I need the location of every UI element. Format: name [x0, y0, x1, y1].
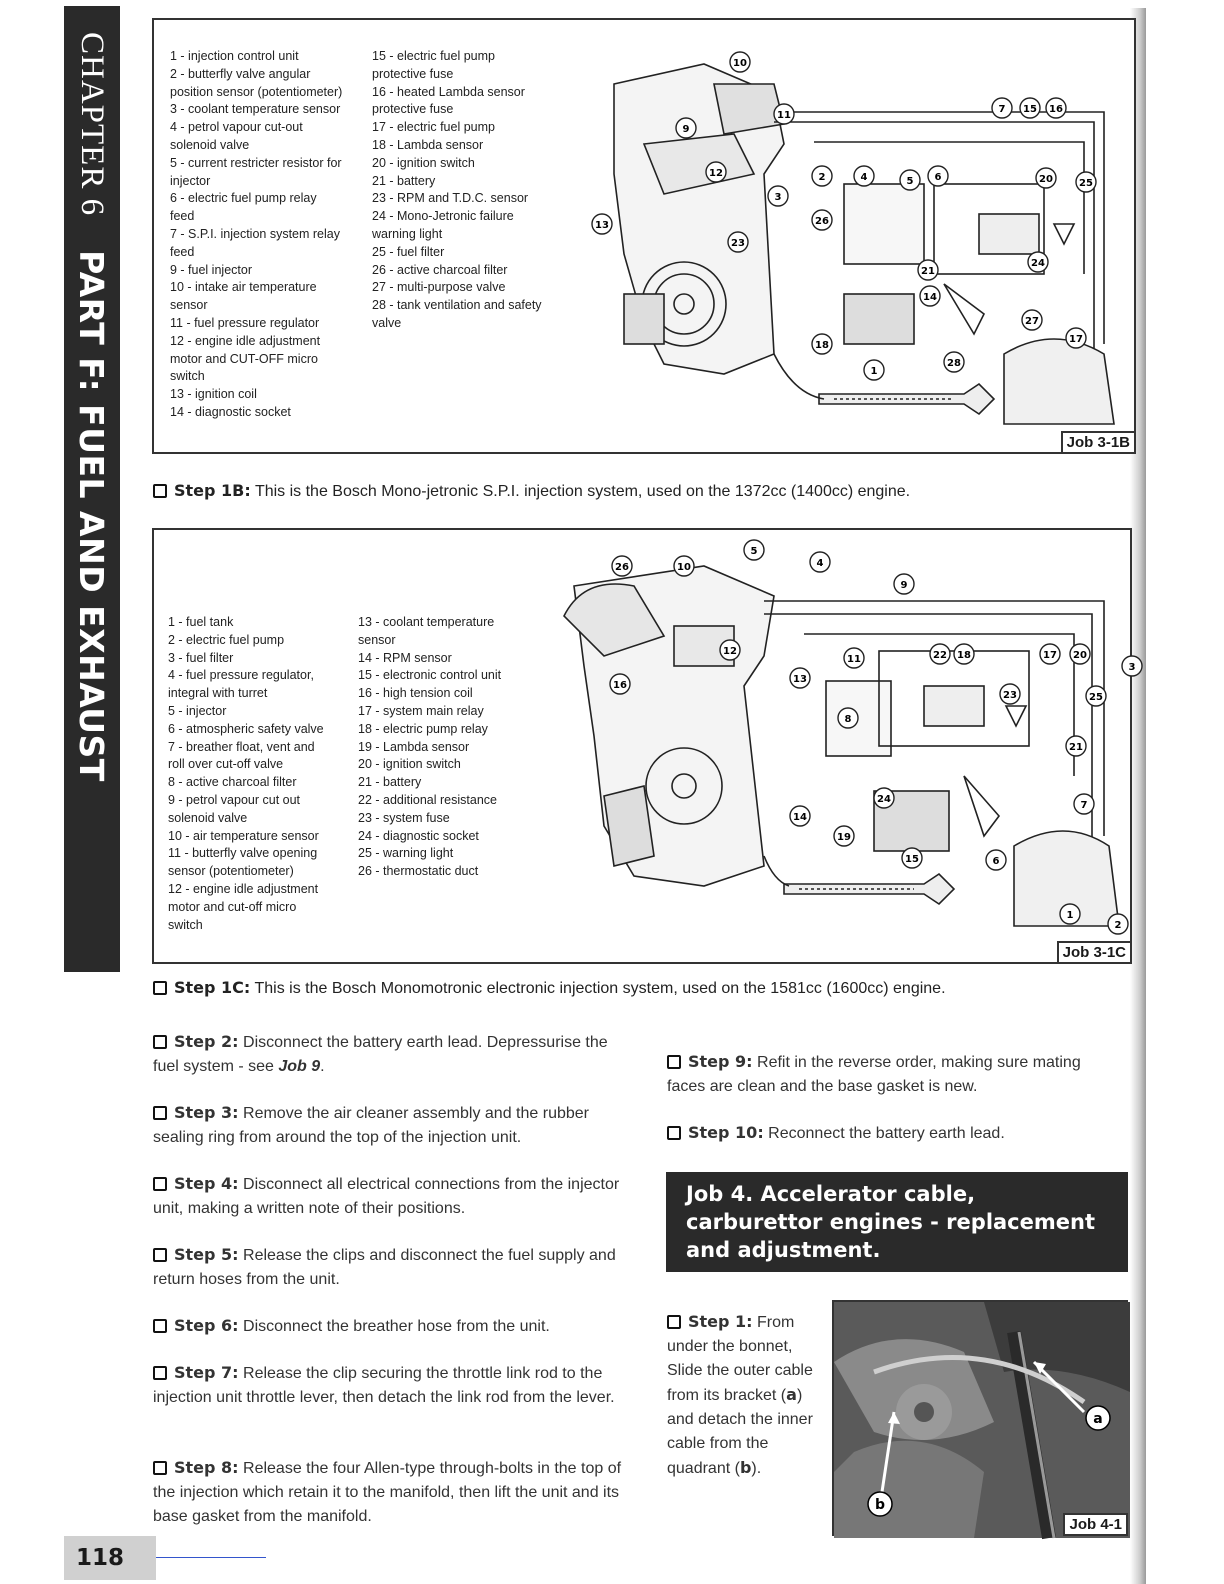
callout-6: [986, 850, 1006, 870]
svg-text:25: 25: [1079, 178, 1093, 189]
callout-3: [1122, 656, 1142, 676]
step-8: [153, 1456, 628, 1529]
step-10: [667, 1121, 1117, 1146]
svg-text:3: 3: [774, 192, 782, 203]
figure2-legend-item: 6 - atmospheric safety valve: [168, 721, 324, 736]
checkbox-icon: [153, 1035, 167, 1049]
svg-text:8: 8: [844, 714, 852, 725]
svg-text:18: 18: [815, 340, 829, 351]
svg-text:3: 3: [1128, 662, 1136, 673]
checkbox-icon: [667, 1055, 681, 1069]
svg-text:15: 15: [905, 854, 919, 865]
step-7: [153, 1361, 628, 1410]
engine-bay-photo-graphic: [834, 1302, 1130, 1538]
callout-13: [790, 668, 810, 688]
svg-text:16: 16: [1049, 104, 1063, 115]
injection-system-diagram-1b: [584, 24, 1134, 444]
svg-text:10: 10: [733, 58, 747, 69]
svg-text:25: 25: [1089, 692, 1103, 703]
job-4-step-1-text-b: ) and detach the inner cable from the quadrant (: [667, 1387, 813, 1477]
step-6-text: Disconnect the breather hose from the unit.: [238, 1318, 550, 1335]
callout-27: [1022, 310, 1042, 330]
part-title: PART F: FUEL AND EXHAUST: [72, 250, 112, 782]
svg-text:4: 4: [816, 558, 824, 569]
callout-24: [874, 788, 894, 808]
checkbox-icon: [153, 1319, 167, 1333]
figure2-legend-item: 12 - engine idle adjustment motor and cut-off micro switch: [168, 881, 319, 932]
checkbox-icon: [667, 1315, 681, 1329]
figure2-legend-item: 23 - system fuse: [358, 810, 450, 825]
figure1-legend-item: 4 - petrol vapour cut-out solenoid valve: [170, 120, 303, 152]
figure1-legend-item: 21 - battery: [372, 173, 436, 188]
callout-10: [674, 556, 694, 576]
step-8-label: Step 8:: [174, 1458, 239, 1477]
checkbox-icon: [153, 1366, 167, 1380]
figure1-legend-item: 20 - ignition switch: [372, 155, 475, 170]
figure2-legend-item: 18 - electric pump relay: [358, 721, 488, 736]
figure2-legend-item: 15 - electronic control unit: [358, 668, 502, 683]
figure2-legend-item: 25 - warning light: [358, 846, 454, 861]
callout-18: [812, 334, 832, 354]
callout-8: [838, 708, 858, 728]
svg-text:15: 15: [1023, 104, 1037, 115]
svg-text:13: 13: [793, 674, 807, 685]
callout-6: [928, 166, 948, 186]
svg-text:6: 6: [934, 172, 942, 183]
figure1-legend-item: 12 - engine idle adjustment motor and CUT-OFF micro switch: [170, 333, 321, 384]
callout-11: [774, 104, 794, 124]
svg-text:14: 14: [793, 812, 807, 823]
figure1-legend-item: 14 - diagnostic socket: [170, 404, 291, 419]
figure1-legend-item: 26 - active charcoal filter: [372, 262, 508, 277]
figure2-legend-item: 11 - butterfly valve opening sensor (potentiometer): [168, 846, 318, 879]
step-10-text: Reconnect the battery earth lead.: [763, 1125, 1005, 1142]
checkbox-icon: [153, 1248, 167, 1262]
svg-text:17: 17: [1069, 334, 1083, 345]
callout-12: [720, 640, 740, 660]
svg-text:14: 14: [923, 292, 937, 303]
figure2-legend-item: 19 - Lambda sensor: [358, 739, 470, 754]
figure1-legend-item: 27 - multi-purpose valve: [372, 280, 506, 295]
step-4-label: Step 4:: [174, 1174, 239, 1193]
figure2-legend-item: 7 - breather float, vent and roll over cut-off valve: [168, 739, 315, 772]
checkbox-icon: [153, 484, 167, 498]
step-3-text: Remove the air cleaner assembly and the rubber sealing ring from around the top of the injection unit.: [153, 1105, 589, 1146]
step-2-label: Step 2:: [174, 1032, 239, 1051]
figure2-legend-item: 3 - fuel filter: [168, 650, 234, 665]
step-2-end: .: [320, 1058, 325, 1075]
step-5-text: Release the clips and disconnect the fuel supply and return hoses from the unit.: [153, 1247, 616, 1288]
svg-text:5: 5: [906, 176, 914, 187]
job-4-heading: Job 4. Accelerator cable, carburettor engines - replacement and adjustment.: [666, 1172, 1128, 1272]
callout-9: [676, 118, 696, 138]
callout-13: [592, 214, 612, 234]
callout-19: [834, 826, 854, 846]
job-4-step-1: [667, 1310, 829, 1481]
callout-4: [854, 166, 874, 186]
callout-20: [1036, 168, 1056, 188]
figure2-legend-item: 2 - electric fuel pump: [168, 632, 285, 647]
svg-text:17: 17: [1043, 650, 1057, 661]
callout-16: [1046, 98, 1066, 118]
checkbox-icon: [153, 1177, 167, 1191]
svg-text:1: 1: [870, 366, 878, 377]
step-3-label: Step 3:: [174, 1103, 239, 1122]
callout-14: [790, 806, 810, 826]
figure2-legend-item: 24 - diagnostic socket: [358, 828, 479, 843]
svg-text:24: 24: [1031, 258, 1045, 269]
figure2-legend-item: 8 - active charcoal filter: [168, 775, 297, 790]
figure-job-3-1b: [152, 18, 1136, 454]
step-4-text: Disconnect all electrical connections from the injector unit, making a written note of their positions.: [153, 1176, 620, 1217]
chapter-label: CHAPTER 6: [74, 32, 111, 217]
figure1-legend-item: 10 - intake air temperature sensor: [170, 280, 317, 313]
svg-text:10: 10: [677, 562, 691, 573]
callout-15: [902, 848, 922, 868]
svg-text:12: 12: [709, 168, 723, 179]
callout-23: [728, 232, 748, 252]
figure2-legend-item: 9 - petrol vapour cut out solenoid valve: [168, 792, 301, 825]
figure1-legend-item: 11 - fuel pressure regulator: [170, 315, 320, 330]
figure1-legend-item: 16 - heated Lambda sensor protective fuse: [372, 84, 525, 117]
step-6-label: Step 6:: [174, 1316, 239, 1335]
step-8-text: Release the four Allen-type through-bolts in the top of the injection which retain it to the manifold, then lift the unit and its base gasket from the manifold.: [153, 1460, 622, 1525]
callout-21: [1066, 736, 1086, 756]
svg-text:16: 16: [613, 680, 627, 691]
job-4-step-1-label: Step 1:: [688, 1312, 753, 1331]
figure2-legend-item: 10 - air temperature sensor: [168, 828, 319, 843]
figure1-legend-item: 3 - coolant temperature sensor: [170, 102, 341, 117]
photo-marker-a: a: [1093, 1411, 1103, 1427]
figure1-legend-item: 23 - RPM and T.D.C. sensor: [372, 191, 529, 206]
page-number: 118: [64, 1536, 156, 1580]
svg-text:23: 23: [1003, 690, 1017, 701]
job-4-step-1-text-a: From under the bonnet, Slide the outer cable from its bracket (: [667, 1314, 813, 1404]
svg-text:26: 26: [615, 562, 629, 573]
callout-21: [918, 260, 938, 280]
figure1-legend-item: 2 - butterfly valve angular position sensor (potentiometer): [170, 66, 343, 99]
caption2-text: This is the Bosch Monomotronic electronic injection system, used on the 1581cc (1600cc) engine.: [250, 980, 946, 997]
step-9: [667, 1050, 1117, 1099]
svg-text:27: 27: [1025, 316, 1039, 327]
job-4-1-photo: [832, 1300, 1128, 1536]
checkbox-icon: [153, 981, 167, 995]
svg-text:24: 24: [877, 794, 891, 805]
callout-26: [812, 210, 832, 230]
callout-17: [1066, 328, 1086, 348]
figure2-legend-item: 17 - system main relay: [358, 703, 484, 718]
step-9-label: Step 9:: [688, 1052, 753, 1071]
figure1-legend-item: 6 - electric fuel pump relay feed: [170, 191, 317, 224]
svg-text:13: 13: [595, 220, 609, 231]
figure1-legend-left: [170, 48, 366, 422]
checkbox-icon: [153, 1461, 167, 1475]
callout-22: [930, 644, 950, 664]
figure2-legend-item: 26 - thermostatic duct: [358, 864, 479, 879]
callout-2: [1108, 914, 1128, 934]
callout-28: [944, 352, 964, 372]
callout-4: [810, 552, 830, 572]
svg-text:7: 7: [1080, 800, 1088, 811]
callout-2: [812, 166, 832, 186]
step-7-text: Release the clip securing the throttle link rod to the injection unit throttle lever, then detach the link rod from the lever.: [153, 1365, 615, 1406]
callout-20: [1070, 644, 1090, 664]
svg-text:9: 9: [682, 124, 690, 135]
figure1-legend-item: 28 - tank ventilation and safety valve: [372, 298, 542, 330]
step-9-text: Refit in the reverse order, making sure mating faces are clean and the base gasket is new.: [667, 1054, 1081, 1095]
figure1-legend-item: 13 - ignition coil: [170, 387, 257, 402]
caption-step-1b: [153, 481, 910, 501]
step-5: [153, 1243, 623, 1292]
callout-1: [1060, 904, 1080, 924]
svg-text:21: 21: [1069, 742, 1083, 753]
figure1-legend-item: 18 - Lambda sensor: [372, 137, 484, 152]
caption1-text: This is the Bosch Mono-jetronic S.P.I. injection system, used on the 1372cc (1400cc) engine.: [250, 483, 911, 500]
figure1-legend-item: 5 - current restricter resistor for injector: [170, 155, 342, 188]
chapter-side-tab: [64, 6, 120, 972]
figure1-legend-item: 17 - electric fuel pump: [372, 120, 495, 135]
callout-23: [1000, 684, 1020, 704]
figure-job-3-1c: [152, 528, 1136, 964]
job-4-step-1-text-c: ).: [751, 1460, 762, 1477]
svg-text:5: 5: [750, 546, 758, 557]
figure1-legend-item: 9 - fuel injector: [170, 262, 252, 277]
step-6: [153, 1314, 623, 1339]
svg-text:18: 18: [957, 650, 971, 661]
svg-text:2: 2: [818, 172, 826, 183]
step-2: [153, 1030, 623, 1079]
caption2-step: Step 1C:: [174, 978, 251, 997]
callout-12: [706, 162, 726, 182]
svg-text:11: 11: [847, 654, 861, 665]
step-7-label: Step 7:: [174, 1363, 239, 1382]
figure1-legend-item: 1 - injection control unit: [170, 49, 299, 63]
svg-text:20: 20: [1073, 650, 1087, 661]
callout-16: [610, 674, 630, 694]
figure1-legend-right: [372, 48, 572, 333]
figure2-legend-item: 5 - injector: [168, 703, 227, 718]
figure1-label: Job 3-1B: [1061, 431, 1136, 454]
callout-5: [744, 540, 764, 560]
step-5-label: Step 5:: [174, 1245, 239, 1264]
callout-9: [894, 574, 914, 594]
checkbox-icon: [153, 1106, 167, 1120]
photo-label: Job 4-1: [1063, 1513, 1128, 1536]
figure2-legend-item: 4 - fuel pressure regulator, integral with turret: [168, 668, 314, 701]
callout-18: [954, 644, 974, 664]
injection-system-diagram-1c: [544, 536, 1136, 951]
step-10-label: Step 10:: [688, 1123, 764, 1142]
callout-10: [730, 52, 750, 72]
callout-15: [1020, 98, 1040, 118]
svg-text:21: 21: [921, 266, 935, 277]
page-link-underline[interactable]: [156, 1557, 266, 1558]
step-2-text: Disconnect the battery earth lead. Depressurise the fuel system - see: [153, 1034, 608, 1075]
job-9-link[interactable]: Job 9: [278, 1058, 321, 1075]
figure2-legend-item: 22 - additional resistance: [358, 792, 497, 807]
svg-text:26: 26: [815, 216, 829, 227]
figure1-legend-item: 7 - S.P.I. injection system relay feed: [170, 226, 340, 259]
figure1-legend-item: 25 - fuel filter: [372, 244, 445, 259]
svg-text:1: 1: [1066, 910, 1074, 921]
svg-text:7: 7: [998, 104, 1006, 115]
callout-25: [1076, 172, 1096, 192]
svg-text:12: 12: [723, 646, 737, 657]
svg-text:19: 19: [837, 832, 851, 843]
svg-text:11: 11: [777, 110, 791, 121]
svg-text:23: 23: [731, 238, 745, 249]
svg-text:2: 2: [1114, 920, 1122, 931]
figure2-legend-item: 16 - high tension coil: [358, 686, 473, 701]
figure2-legend-right: [358, 614, 548, 881]
callout-25: [1086, 686, 1106, 706]
caption1-step: Step 1B:: [174, 481, 251, 500]
callout-7: [992, 98, 1012, 118]
figure2-legend-left: [168, 614, 358, 934]
callout-24: [1028, 252, 1048, 272]
callout-11: [844, 648, 864, 668]
figure2-legend-item: 1 - fuel tank: [168, 615, 234, 629]
figure2-legend-item: 20 - ignition switch: [358, 757, 461, 772]
svg-text:22: 22: [933, 650, 947, 661]
callout-3: [768, 186, 788, 206]
figure1-legend-item: 15 - electric fuel pump protective fuse: [372, 49, 495, 81]
callout-26: [612, 556, 632, 576]
svg-text:4: 4: [860, 172, 868, 183]
callout-14: [920, 286, 940, 306]
svg-text:20: 20: [1039, 174, 1053, 185]
figure2-legend-item: 21 - battery: [358, 775, 422, 790]
callout-17: [1040, 644, 1060, 664]
svg-text:28: 28: [947, 358, 961, 369]
checkbox-icon: [667, 1126, 681, 1140]
marker-ref-b: b: [739, 1458, 752, 1477]
step-4: [153, 1172, 623, 1221]
photo-marker-b: b: [874, 1497, 886, 1513]
callout-1: [864, 360, 884, 380]
svg-text:9: 9: [900, 580, 908, 591]
figure2-label: Job 3-1C: [1057, 941, 1132, 964]
svg-text:6: 6: [992, 856, 1000, 867]
callout-7: [1074, 794, 1094, 814]
figure2-legend-item: 14 - RPM sensor: [358, 650, 452, 665]
marker-ref-a: a: [786, 1385, 797, 1404]
figure2-legend-item: 13 - coolant temperature sensor: [358, 615, 495, 647]
callout-5: [900, 170, 920, 190]
step-3: [153, 1101, 623, 1150]
caption-step-1c: [153, 978, 946, 998]
figure1-legend-item: 24 - Mono-Jetronic failure warning light: [372, 209, 514, 241]
